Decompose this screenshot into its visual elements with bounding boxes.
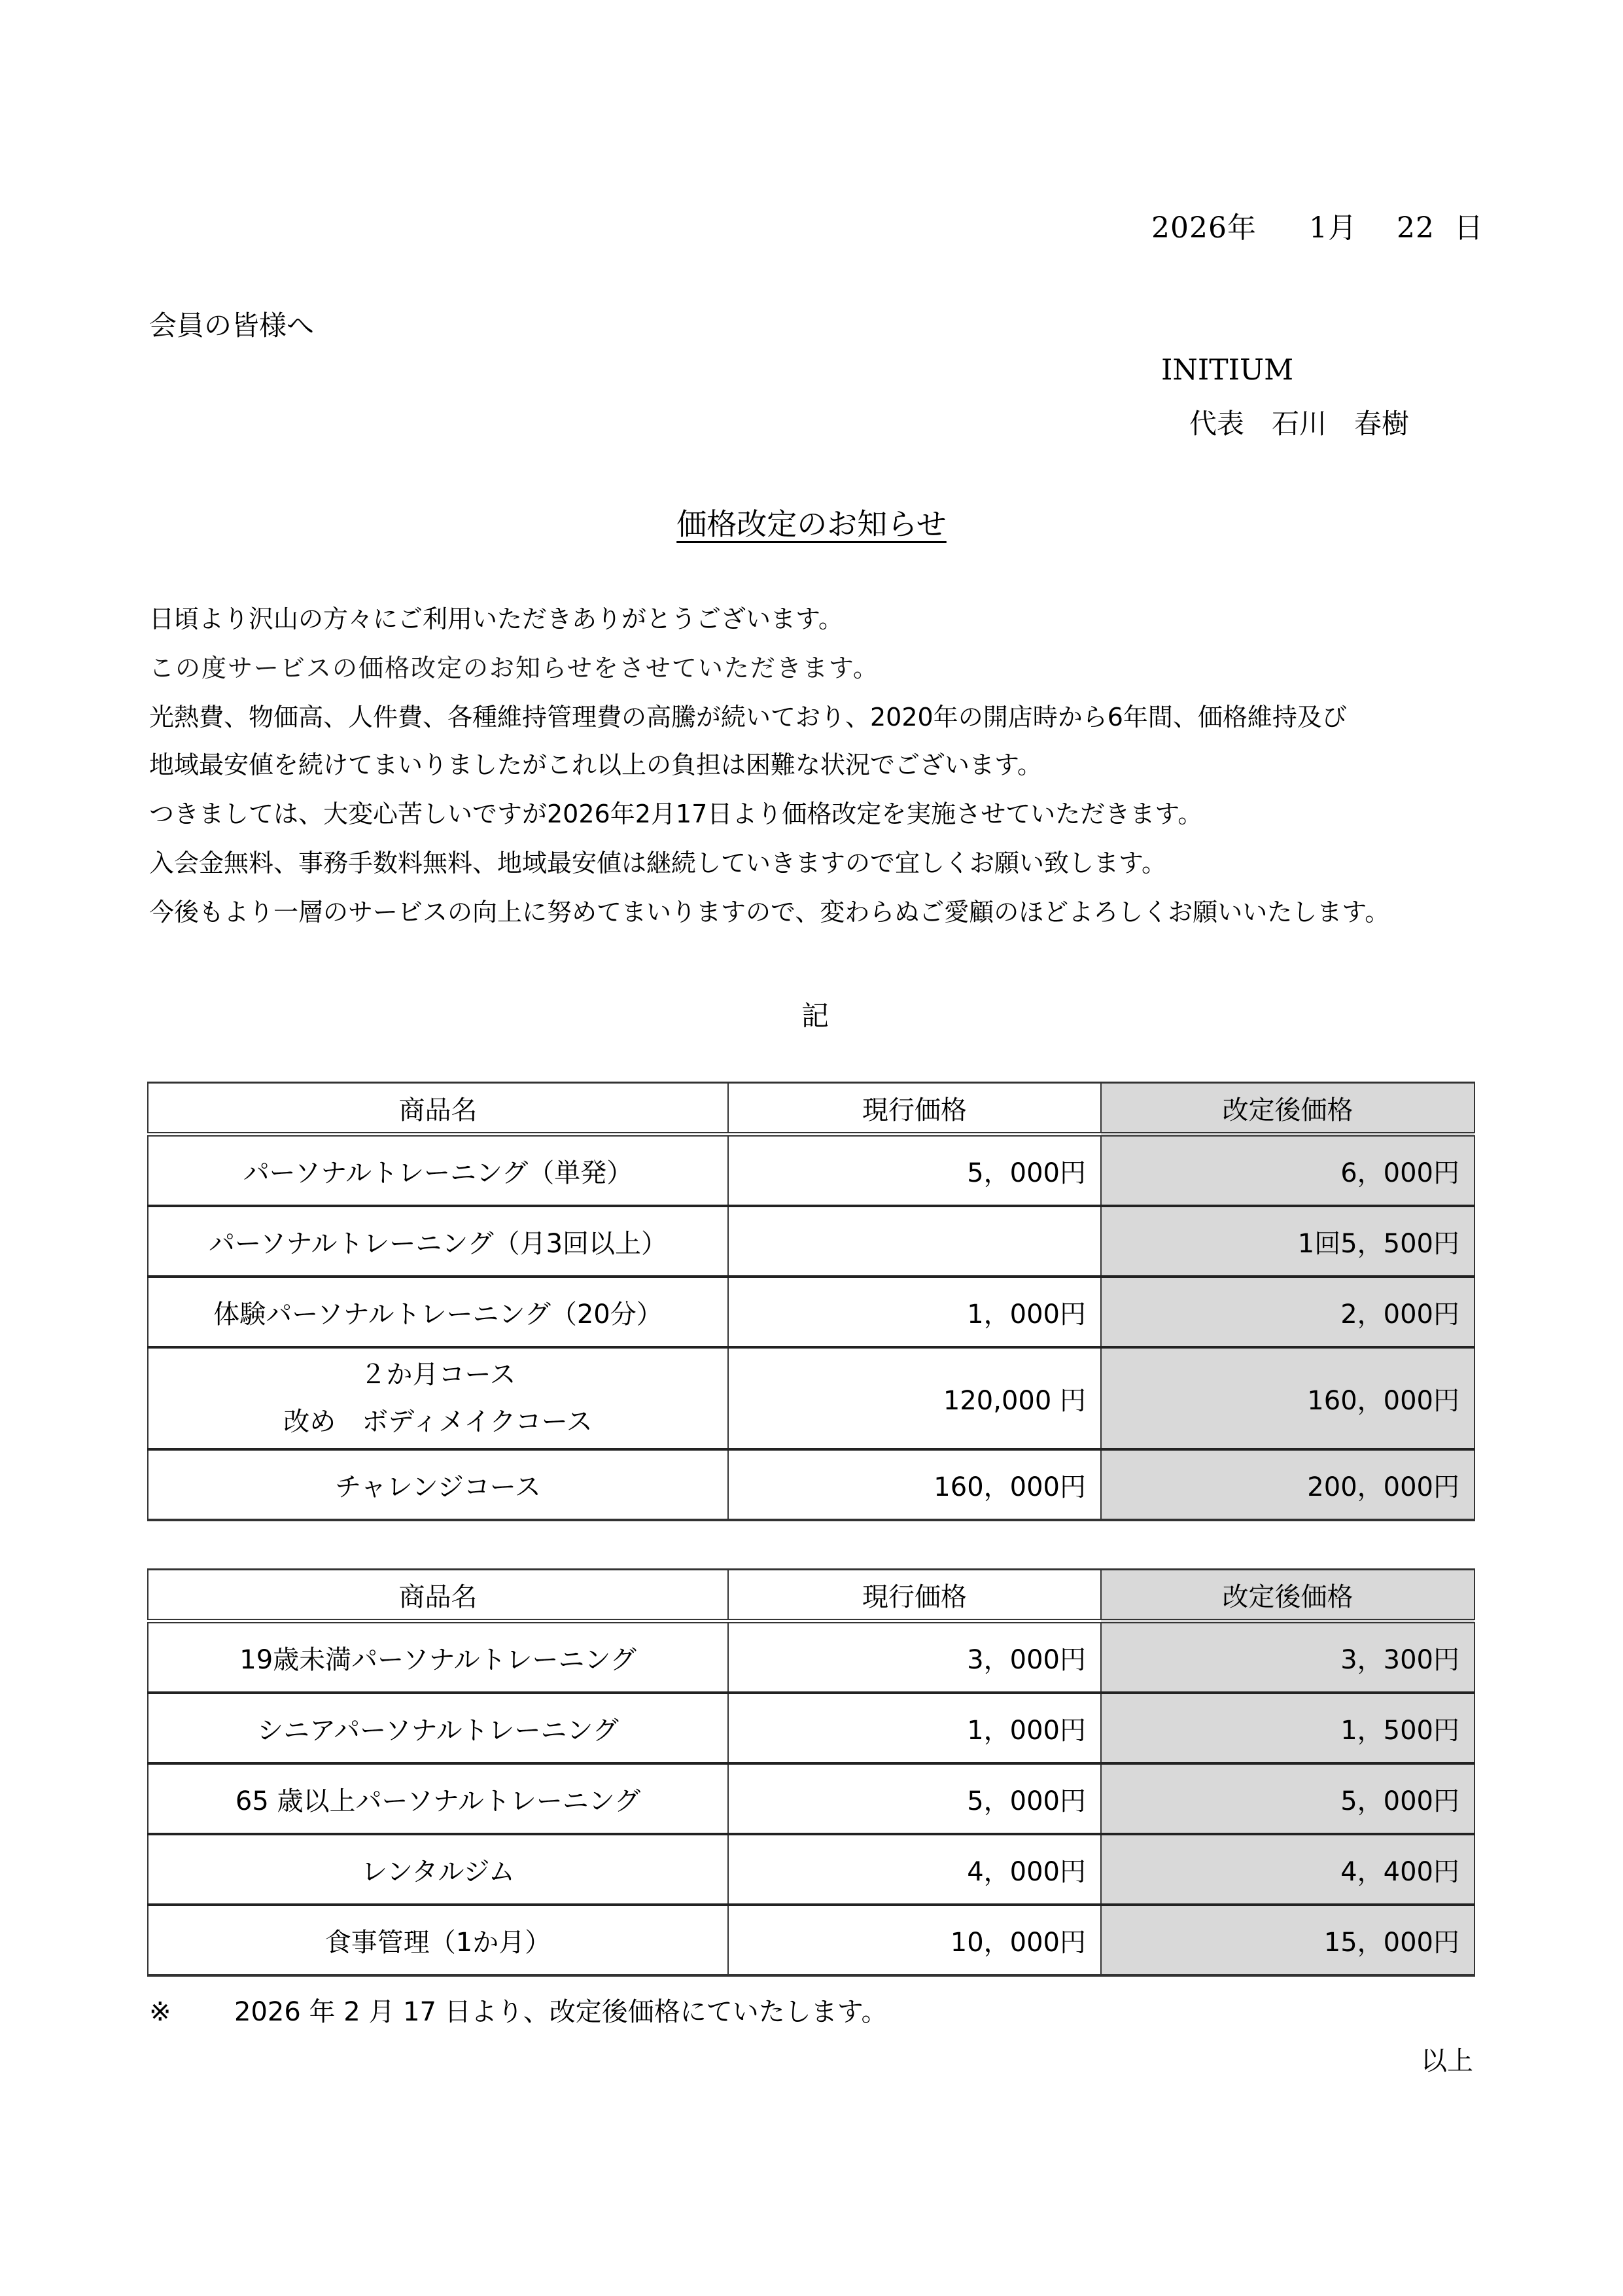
product-name: シニアパーソナルトレーニング	[148, 1693, 728, 1763]
recipient: 会員の皆様へ	[149, 309, 315, 342]
body-paragraph: この度サービスの価格改定のお知らせをさせていただきます。	[149, 654, 879, 682]
table-row	[148, 1347, 1475, 1449]
revised-price: 3，300円	[1101, 1621, 1475, 1693]
product-name: 食事管理（1か月）	[148, 1905, 728, 1975]
product-name: 19歳未満パーソナルトレーニング	[148, 1621, 728, 1693]
revised-price: 1，500円	[1101, 1693, 1475, 1763]
footnote-text: 2026 年 2 月 17 日より、改定後価格にていたします。	[234, 1997, 888, 2027]
table-row	[148, 1905, 1475, 1975]
current-price	[728, 1206, 1101, 1277]
price-table-2	[147, 1568, 1475, 1977]
date-year: 2026年	[1151, 211, 1257, 245]
current-price: 120,000 円	[728, 1347, 1101, 1449]
table-header-row	[148, 1570, 1475, 1621]
ki-heading: 記	[801, 1000, 829, 1032]
revised-price: 15，000円	[1101, 1905, 1475, 1975]
revised-price: 200，000円	[1101, 1449, 1475, 1520]
footnote	[149, 1991, 888, 2028]
table-row	[148, 1135, 1475, 1207]
body-paragraph: 今後もより一層のサービスの向上に努めてまいりますので、変わらぬご愛顧のほどよろしくお願いいたします。	[149, 898, 1390, 927]
table-row	[148, 1277, 1475, 1347]
product-name: 65 歳以上パーソナルトレーニング	[148, 1763, 728, 1834]
body-paragraph: 地域最安値を続けてまいりましたがこれ以上の負担は困難な状況でございます。	[149, 751, 1042, 779]
sender-representative: 代表 石川 春樹	[1189, 408, 1410, 440]
document-date	[1151, 204, 1484, 246]
product-name: チャレンジコース	[148, 1449, 728, 1520]
current-price: 10，000円	[728, 1905, 1101, 1975]
revised-price: 5，000円	[1101, 1763, 1475, 1834]
header-current-price: 現行価格	[728, 1083, 1101, 1135]
product-name: レンタルジム	[148, 1834, 728, 1905]
revised-price: 2，000円	[1101, 1277, 1475, 1347]
product-name: パーソナルトレーニング（単発）	[148, 1135, 728, 1207]
document-title	[0, 501, 1623, 544]
header-product-name: 商品名	[148, 1083, 728, 1135]
body-paragraph: 日頃より沢山の方々にご利用いただきありがとうございます。	[149, 605, 843, 633]
table-row	[148, 1763, 1475, 1834]
product-name-line-2: 改め ボディメイクコース	[283, 1407, 593, 1437]
current-price: 4，000円	[728, 1834, 1101, 1905]
header-current-price: 現行価格	[728, 1570, 1101, 1621]
current-price: 5，000円	[728, 1135, 1101, 1207]
body-paragraph: 光熱費、物価高、人件費、各種維持管理費の高騰が続いており、2020年の開店時から6年間、価格維持及び	[149, 703, 1347, 732]
current-price: 1，000円	[728, 1693, 1101, 1763]
product-name-line-1: ２か月コース	[360, 1360, 516, 1390]
revised-price: 1回5，500円	[1101, 1206, 1475, 1277]
revised-price: 160，000円	[1101, 1347, 1475, 1449]
header-product-name: 商品名	[148, 1570, 728, 1621]
sender-company: INITIUM	[1161, 353, 1294, 387]
current-price: 1，000円	[728, 1277, 1101, 1347]
body-paragraph: つきましては、大変心苦しいですが2026年2月17日より価格改定を実施させていただきます。	[149, 800, 1203, 828]
product-name: 体験パーソナルトレーニング（20分）	[148, 1277, 728, 1347]
header-revised-price: 改定後価格	[1101, 1570, 1475, 1621]
current-price: 5，000円	[728, 1763, 1101, 1834]
revised-price: 6，000円	[1101, 1135, 1475, 1207]
table-row	[148, 1206, 1475, 1277]
table-row	[148, 1449, 1475, 1520]
table-row	[148, 1834, 1475, 1905]
product-name	[148, 1347, 728, 1449]
table-header-row	[148, 1083, 1475, 1135]
revised-price: 4，400円	[1101, 1834, 1475, 1905]
current-price: 160，000円	[728, 1449, 1101, 1520]
closing-word: 以上	[1421, 2046, 1473, 2076]
header-revised-price: 改定後価格	[1101, 1083, 1475, 1135]
date-day-suffix: 日	[1454, 211, 1484, 245]
document-title-text: 価格改定のお知らせ	[676, 506, 947, 542]
table-row	[148, 1693, 1475, 1763]
reference-mark: ※	[149, 1997, 171, 2027]
current-price: 3，000円	[728, 1621, 1101, 1693]
table-row	[148, 1621, 1475, 1693]
date-day: 22	[1396, 211, 1435, 245]
product-name: パーソナルトレーニング（月3回以上）	[148, 1206, 728, 1277]
price-table-1	[147, 1082, 1475, 1521]
date-month: 1月	[1308, 211, 1357, 245]
body-paragraph: 入会金無料、事務手数料無料、地域最安値は継続していきますので宜しくお願い致します。	[149, 849, 1166, 877]
